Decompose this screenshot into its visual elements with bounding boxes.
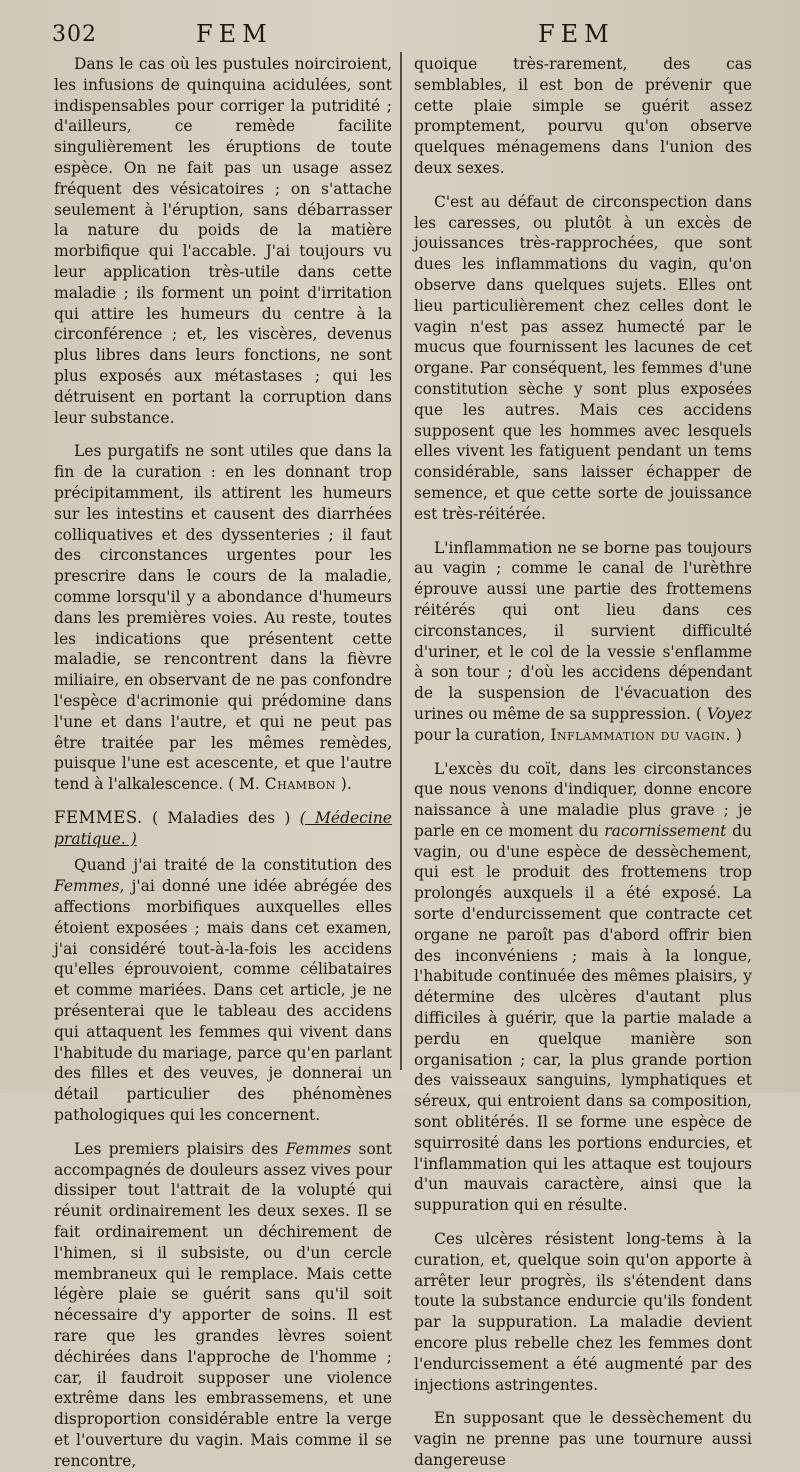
paragraph-inflammation-end: ) <box>730 725 742 744</box>
paragraph-circonspection: C'est au défaut de circonspection dans les caresses, ou plutôt à un excès de jouissances très-rapprochées, que sont dues les inflammations du vagin, qu'on observe dans quelques sujets. Elles ont lieu particulièrement chez celles dont le vagin n'est pas assez humecté par le mucus que fournissent les lacunes de cet organe. Par conséquent, les femmes d'une constitution sèche y sont plus exposées que les autres. Mais ces accidens supposent que les hommes avec lesquels elles vivent les fatiguent pendant un tems considérable, sans laisser échapper de semence, et que cette sorte de jouissance est très-réitérée. <box>414 192 752 523</box>
paragraph-exces-b: du vagin, ou d'une espèce de dessèchement, qui est le produit des frottemens trop prolongés auxquels il a été exposé. La sorte d'endurcissement que contracte cet organe ne paroît pas d'abord offrir bien des inconvéniens ; mais à la longue, l'habitude continuée des mêmes plaisirs, y détermine des ulcères d'autant plus difficiles à guérir, que la partie malade a perdu en quelque manière son organisation ; car, la plus grande portion des vaisseaux sanguins, lymphatiques et séreux, qui entroient dans sa composition, sont oblitérés. Il se forme une espèce de squirrosité dans les portions endurcies, et l'inflammation qui les attaque est toujours d'un mauvais caractère, ainsi que la suppuration qui en résulte. <box>414 821 752 1215</box>
column-divider <box>400 52 402 1070</box>
author-name: Chambon <box>264 775 336 794</box>
voyez-label: Voyez <box>706 704 753 723</box>
paragraph-constitution-b: , j'ai donné une idée abrégée des affections morbifiques auxquelles elles étoient exposées ; mais dans cet examen, j'ai considéré tout-à-la-fois les accidens qu'elles éprouvoient, comme célibataires et comme mariées. Dans cet article, je ne présenterai que le tableau des accidens qui attaquent les femmes qui vivent dans l'habitude du mariage, parce qu'en parlant des filles et des veuves, je donnerai un détail particulier des phénomènes pathologiques qui les concernent. <box>54 877 392 1125</box>
heading-middle: ( Maladies des ) <box>142 808 300 827</box>
paragraph-premiers-plaisirs <box>54 1139 392 1472</box>
paragraph-ulceres: Ces ulcères résistent long-tems à la curation, et, quelque soin qu'on apporte à arrêter leur progrès, ils s'étendent dans toute la substance endurcie qu'ils fondent par la suppuration. La maladie devient encore plus rebelle chez les femmes dont l'endurcissement a été augmenté par des injections astringentes. <box>414 1230 752 1394</box>
left-column <box>54 54 393 1470</box>
paragraph-purgatifs <box>54 441 392 795</box>
paragraph-purgatifs-end: ). <box>335 775 352 794</box>
article-heading <box>54 808 392 850</box>
paragraph-premiers-a: Les premiers plaisirs des <box>74 1139 286 1158</box>
running-head-right: FEM <box>538 20 615 48</box>
paragraph-constitution <box>54 855 392 1125</box>
paragraph-exces-em: racornissement <box>604 821 727 840</box>
paragraph-premiers-em: Femmes <box>285 1139 352 1158</box>
heading-word: FEMMES. <box>54 807 143 827</box>
right-column <box>414 54 753 1469</box>
paragraph-purgatifs-text: Les purgatifs ne sont utiles que dans la fin de la curation : en les donnant trop précipitamment, ils attirent les humeurs sur les intestins et causent des diarrhées colliquatives et des dyssenteries ; il faut des circonstances urgentes pour les prescrire dans le cours de la maladie, comme lorsqu'il y a abondance d'humeurs dans les premières voies. Au reste, toutes les indications que présentent cette maladie, se rencontrent dans la fièvre miliaire, en observant de ne pas confondre l'espèce d'acrimonie qui prédomine dans l'une et dans l'autre, et qui ne peut pas être traitée par les mêmes remèdes, puisque l'une est acescente, et que l'autre tend à l'alkalescence. ( M. <box>54 442 392 794</box>
paragraph-constitution-em: Femmes <box>54 877 120 896</box>
page-number: 302 <box>52 22 97 47</box>
page-header <box>0 18 800 48</box>
paragraph-dessechement: En supposant que le dessèchement du vagin ne prenne pas une tournure aussi dangereuse <box>414 1409 752 1469</box>
paragraph-exces-coit <box>414 759 752 1217</box>
cross-reference: Inflammation du vagin. <box>550 725 731 744</box>
paragraph-continuation: quoique très-rarement, des cas semblables, il est bon de prévenir que cette plaie simple se guérit assez promptement, pourvu qu'on observe quelques ménagemens dans l'union des deux sexes. <box>414 55 752 177</box>
paragraph-inflammation <box>414 538 752 746</box>
paragraph-inflammation-text: L'inflammation ne se borne pas toujours au vagin ; comme le canal de l'urèthre éprouve aussi une partie des frottemens réitérés qui ont lieu dans ces circonstances, il survient difficulté d'uriner, et le col de la vessie s'enflamme à son tour ; d'où les accidens dépendant de la suspension de l'évacuation des urines ou même de sa suppression. ( <box>414 538 752 723</box>
paragraph-constitution-a: Quand j'ai traité de la constitution des <box>74 856 392 875</box>
paragraph-pustules: Dans le cas où les pustules noirciroient, les infusions de quinquina acidulées, sont indispensables pour corriger la putridité ; d'ailleurs, ce remède facilite singulièrement les éruptions de toute espèce. On ne fait pas un usage assez fréquent des vésicatoires ; on s'attache seulement à l'éruption, sans débarrasser la nature du poids de la matière morbifique qui l'accable. J'ai toujours vu leur application très-utile dans cette maladie ; ils forment un point d'irritation qui attire les humeurs du centre à la circonférence ; et, les viscères, devenus plus libres dans leurs fonctions, ne sont plus exposés aux métastases ; qui les détruisent en portant la corruption dans leur substance. <box>54 55 392 427</box>
paragraph-inflammation-mid: pour la curation, <box>414 725 551 744</box>
paragraph-exces-a: L'excès du coït, dans les circonstances que nous venons d'indiquer, donne encore naissance à une maladie plus grave ; je parle en ce moment du <box>414 759 752 840</box>
heading-category: ( Médecine pratique. ) <box>54 808 392 848</box>
running-head-left: FEM <box>196 20 273 48</box>
paragraph-premiers-b: sont accompagnés de douleurs assez vives pour dissiper tout l'attrait de la volupté qui réunit ordinairement les deux sexes. Il se fait ordinairement un déchirement de l'himen, si il subsiste, ou d'un cercle membraneux qui le remplace. Mais cette légère plaie se guérit sans qu'il soit nécessaire d'y apporter de soins. Il est rare que les grandes lèvres soient déchirées dans l'approche de l'homme ; car, il faudroit supposer une violence extrême dans les embrassemens, et une disproportion considérable entre la verge et l'ouverture du vagin. Mais comme il se rencontre, <box>54 1139 393 1470</box>
